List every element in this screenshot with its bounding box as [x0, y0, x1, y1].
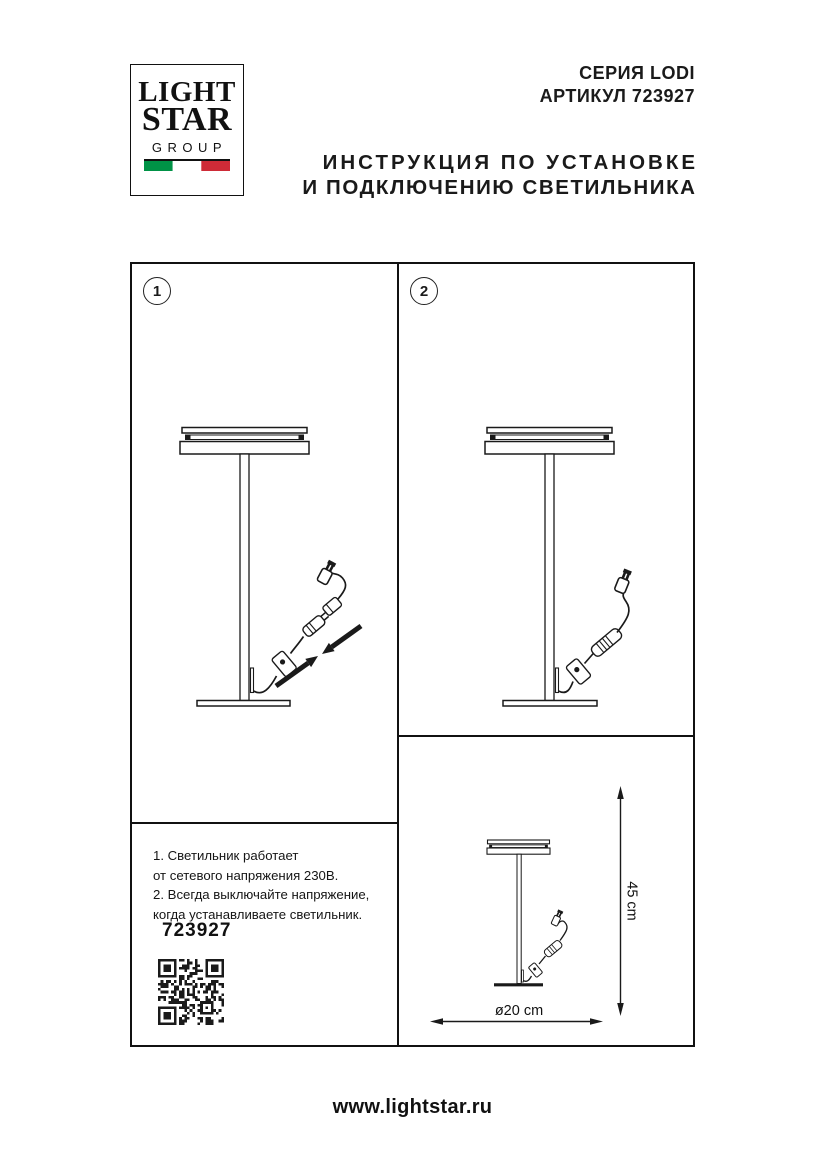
inline-switch — [566, 658, 592, 685]
height-dimension-label: 45 cm — [623, 881, 640, 921]
step-2-panel — [399, 264, 693, 737]
website-link: www.lightstar.ru — [332, 1096, 493, 1118]
lamp-diagram-step2 — [399, 264, 693, 735]
inline-switch — [528, 962, 542, 977]
step-1-number: 1 — [152, 282, 162, 300]
power-cord — [254, 559, 346, 693]
lightstar-logo — [130, 64, 244, 196]
diameter-dimension-arrow — [430, 1018, 603, 1024]
safety-notes — [153, 846, 369, 924]
connector-male — [302, 611, 331, 638]
logo-word-light: LIGHT — [138, 76, 236, 108]
dimensions-panel — [399, 737, 693, 1045]
height-dimension-arrow — [617, 786, 624, 1016]
website-footer — [130, 1096, 695, 1119]
note-line: 2. Всегда выключайте напряжение, — [153, 887, 370, 902]
connect-arrows — [276, 626, 361, 686]
lamp-diagram-step1 — [132, 264, 397, 822]
lamp-dimensions-diagram — [399, 737, 693, 1045]
diagram-frame — [130, 262, 695, 1047]
note-line: от сетевого напряжения 230В. — [153, 867, 339, 883]
power-plug — [614, 568, 633, 594]
step-1-panel — [132, 264, 399, 824]
document-header — [302, 62, 698, 200]
note-line: когда устанавливаете светильник. — [153, 906, 363, 922]
italy-flag-bar — [144, 159, 230, 171]
article-number: 723927 — [162, 920, 232, 941]
power-cord-small — [523, 909, 567, 981]
diameter-dimension-label: ø20 cm — [494, 1003, 544, 1019]
document-title — [302, 150, 698, 200]
logo-word-group: GROUP — [151, 140, 228, 155]
power-cord-connected — [559, 568, 634, 693]
title-line-2: И ПОДКЛЮЧЕНИЮ СВЕТИЛЬНИКА — [302, 176, 697, 199]
article-label: АРТИКУЛ 723927 — [539, 86, 695, 106]
connector-joined — [543, 939, 563, 958]
safety-notes-panel — [132, 824, 399, 1045]
logo-word-star: STAR — [141, 101, 233, 138]
note-line: 1. Светильник работает — [153, 848, 299, 863]
title-line-1: ИНСТРУКЦИЯ ПО УСТАНОВКЕ — [322, 151, 698, 174]
step-2-number: 2 — [419, 282, 429, 300]
power-plug — [317, 559, 338, 585]
power-plug — [551, 909, 564, 926]
qr-code — [158, 959, 224, 1025]
series-label: СЕРИЯ LODI — [579, 63, 695, 83]
